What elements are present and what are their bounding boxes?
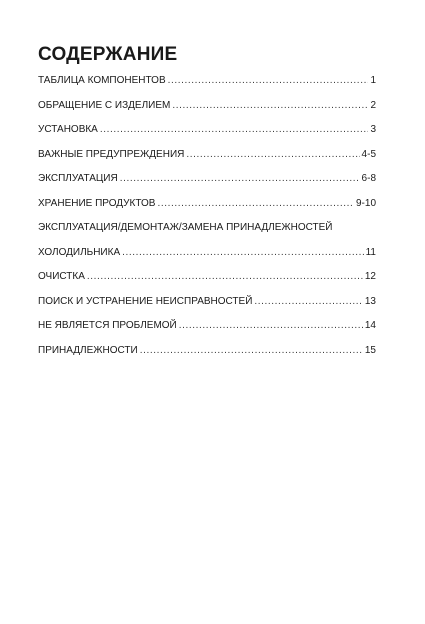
toc-leader-dots bbox=[172, 99, 368, 113]
toc-leader-dots bbox=[157, 197, 354, 211]
toc-entry-page: 11 bbox=[365, 246, 376, 258]
toc-leader-dots bbox=[179, 319, 363, 333]
toc-entry bbox=[38, 99, 376, 124]
toc-entry-label: ПРИНАДЛЕЖНОСТИ bbox=[38, 344, 138, 356]
toc-entry bbox=[38, 295, 376, 320]
toc-entry-heading bbox=[38, 221, 376, 246]
toc-leader-dots bbox=[254, 295, 362, 309]
toc-entry-page: 14 bbox=[364, 320, 376, 331]
toc-entry-label: ЭКСПЛУАТАЦИЯ bbox=[38, 173, 118, 184]
toc-leader-dots bbox=[186, 148, 359, 162]
toc-entry-page: 3 bbox=[370, 124, 376, 135]
toc-entry-label: ОБРАЩЕНИЕ С ИЗДЕЛИЕМ bbox=[38, 99, 171, 111]
toc-entry bbox=[38, 246, 376, 271]
toc-entry-label: ХОЛОДИЛЬНИКА bbox=[38, 246, 121, 258]
toc-entry bbox=[38, 172, 376, 197]
toc-entry-page: 2 bbox=[370, 99, 376, 111]
toc-leader-dots bbox=[100, 123, 369, 137]
toc-leader-dots bbox=[168, 74, 369, 88]
toc-entry-page: 12 bbox=[364, 271, 376, 282]
page-title: СОДЕРЖАНИЕ bbox=[38, 44, 178, 65]
toc-entry bbox=[38, 74, 376, 99]
toc-leader-dots bbox=[122, 246, 363, 260]
toc-entry bbox=[38, 197, 376, 222]
toc-leader-dots bbox=[87, 270, 363, 284]
toc-entry-page: 15 bbox=[364, 344, 376, 356]
toc-leader-dots bbox=[140, 344, 363, 358]
toc-entry-page: 13 bbox=[364, 295, 376, 307]
toc-entry-page: 4-5 bbox=[361, 148, 376, 160]
toc-entry-label: ТАБЛИЦА КОМПОНЕНТОВ bbox=[38, 75, 166, 86]
toc-entry-page: 1 bbox=[370, 75, 376, 86]
toc-entry-label: ВАЖНЫЕ ПРЕДУПРЕЖДЕНИЯ bbox=[38, 148, 185, 160]
toc-entry-label: ОЧИСТКА bbox=[38, 271, 85, 282]
toc-entry bbox=[38, 123, 376, 148]
toc-entry-label: ХРАНЕНИЕ ПРОДУКТОВ bbox=[38, 197, 156, 209]
toc-entry-page: 6-8 bbox=[361, 173, 376, 184]
table-of-contents bbox=[38, 74, 376, 368]
toc-entry bbox=[38, 344, 376, 369]
toc-entry-label: УСТАНОВКА bbox=[38, 124, 98, 135]
toc-entry-label: НЕ ЯВЛЯЕТСЯ ПРОБЛЕМОЙ bbox=[38, 320, 177, 331]
toc-entry bbox=[38, 270, 376, 295]
toc-leader-dots bbox=[120, 172, 360, 186]
toc-entry-page: 9-10 bbox=[355, 197, 376, 209]
toc-entry-label: ЭКСПЛУАТАЦИЯ/ДЕМОНТАЖ/ЗАМЕНА ПРИНАДЛЕЖНОСТЕЙ bbox=[38, 222, 333, 233]
toc-entry-label: ПОИСК И УСТРАНЕНИЕ НЕИСПРАВНОСТЕЙ bbox=[38, 295, 253, 307]
toc-entry bbox=[38, 148, 376, 173]
toc-entry bbox=[38, 319, 376, 344]
